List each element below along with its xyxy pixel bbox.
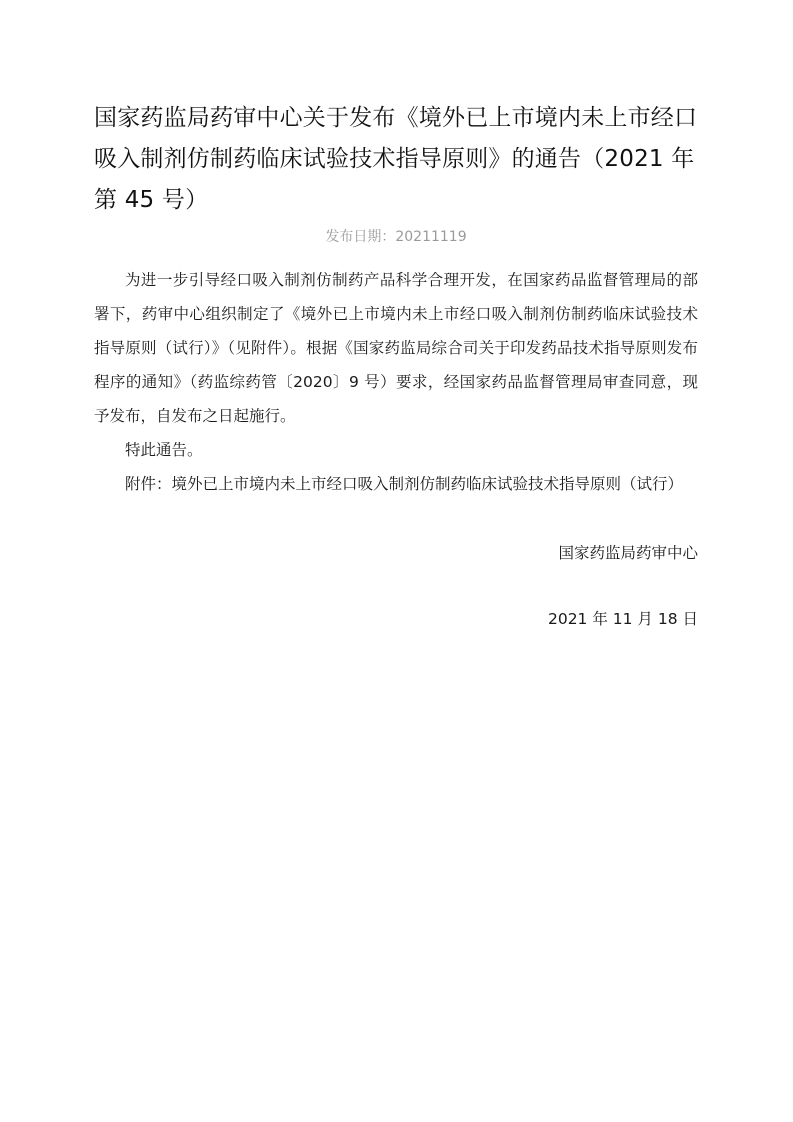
paragraph-notice: 特此通告。 <box>125 441 203 459</box>
signature-date: 2021 年 11 月 18 日 <box>547 610 698 628</box>
paragraph-attachment: 附件：境外已上市境内未上市经口吸入制剂仿制药临床试验技术指导原则（试行） <box>125 475 684 493</box>
document-page <box>94 98 698 631</box>
issuer-signature: 国家药监局药审中心 <box>558 544 698 562</box>
document-body <box>94 263 698 501</box>
paragraph-main: 为进一步引导经口吸入制剂仿制药产品科学合理开发，在国家药品监督管理局的部署下，药审中心组织制定了《境外已上市境内未上市经口吸入制剂仿制药临床试验技术指导原则（试行）》（见附件）。根据《国家药监局综合司关于印发药品技术指导原则发布程序的通知》（药监综药管〔2020〕9 号）要求，经国家药品监督管理局审查同意，现予发布，自发布之日起施行。 <box>94 271 698 425</box>
document-title: 国家药监局药审中心关于发布《境外已上市境内未上市经口吸入制剂仿制药临床试验技术指导原则》的通告（2021 年第 45 号） <box>94 105 698 213</box>
publish-date: 发布日期：20211119 <box>325 229 467 245</box>
